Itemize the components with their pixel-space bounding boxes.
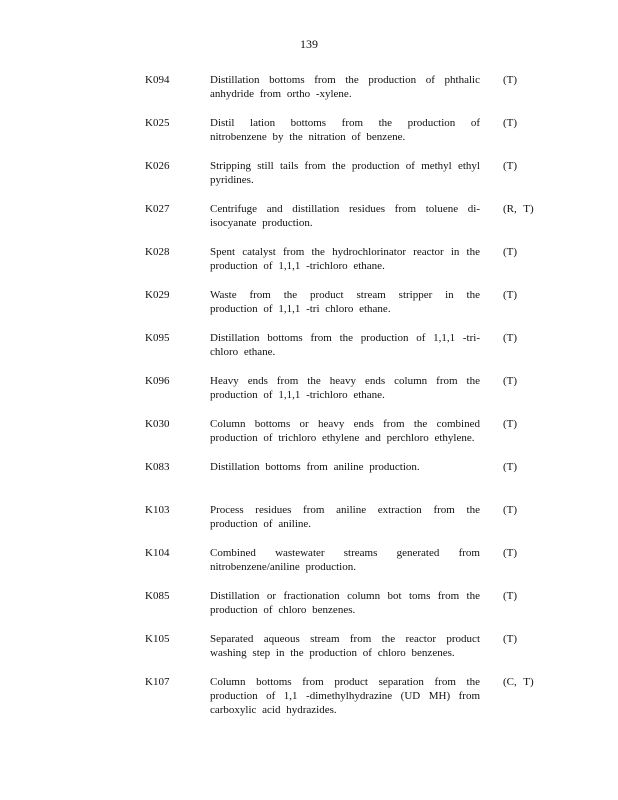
list-item [0,374,618,417]
hazard-code: (T) [503,418,518,430]
list-item [0,589,618,632]
hazard-code: (T) [503,160,518,172]
hazard-code: (T) [503,117,518,129]
waste-code: K030 [145,418,170,430]
waste-description: Distillation bottoms from the production of phthalic anhydride from ortho -xylene. [210,74,480,100]
waste-code: K094 [145,74,170,86]
hazard-code: (T) [503,633,518,645]
waste-code: K025 [145,117,170,129]
waste-description: Process residues from aniline extraction from the production of aniline. [210,504,480,530]
hazard-code: (R, T) [503,203,534,215]
hazard-code: (C, T) [503,676,534,688]
waste-code: K026 [145,160,170,172]
list-item [0,675,618,733]
waste-code: K095 [145,332,170,344]
waste-code: K028 [145,246,170,258]
waste-description: Centrifuge and distillation residues from toluene di- isocyanate production. [210,203,480,229]
waste-code: K104 [145,547,170,559]
list-item [0,73,618,116]
page-number: 139 [300,37,318,51]
waste-description: Distil lation bottoms from the production of nitrobenzene by the nitration of benzene. [210,117,480,143]
list-item [0,460,618,503]
waste-description: Distillation bottoms from aniline production. [210,461,420,473]
waste-code: K103 [145,504,170,516]
waste-description: Stripping still tails from the production of methyl ethyl pyridines. [210,160,480,186]
hazard-code: (T) [503,504,518,516]
list-item [0,202,618,245]
hazard-code: (T) [503,590,518,602]
waste-description: Separated aqueous stream from the reactor product washing step in the production of chloro benzenes. [210,633,480,659]
waste-description: Distillation or fractionation column bot toms from the production of chloro benzenes. [210,590,480,616]
hazard-code: (T) [503,547,518,559]
waste-description: Distillation bottoms from the production of 1,1,1 -tri- chloro ethane. [210,332,480,358]
list-item [0,331,618,374]
waste-code: K085 [145,590,170,602]
waste-code: K105 [145,633,170,645]
list-item [0,116,618,159]
list-item [0,159,618,202]
list-item [0,632,618,675]
waste-list [0,73,618,733]
hazard-code: (T) [503,332,518,344]
waste-code: K096 [145,375,170,387]
hazard-code: (T) [503,289,518,301]
hazard-code: (T) [503,246,518,258]
waste-description: Combined wastewater streams generated from nitrobenzene/aniline production. [210,547,480,573]
waste-code: K107 [145,676,170,688]
waste-code: K027 [145,203,170,215]
waste-description: Column bottoms or heavy ends from the combined production of trichloro ethylene and perchloro ethylene. [210,418,480,444]
list-item [0,546,618,589]
waste-description: Heavy ends from the heavy ends column from the production of 1,1,1 -trichloro ethane. [210,375,480,401]
hazard-code: (T) [503,461,518,473]
list-item [0,288,618,331]
list-item [0,245,618,288]
waste-description: Spent catalyst from the hydrochlorinator reactor in the production of 1,1,1 -trichloro ethane. [210,246,480,272]
waste-description: Waste from the product stream stripper in the production of 1,1,1 -tri chloro ethane. [210,289,480,315]
waste-description: Column bottoms from product separation from the production of 1,1 -dimethylhydrazine (UD MH) from carboxylic acid hydrazides. [210,676,480,716]
list-item [0,503,618,546]
hazard-code: (T) [503,375,518,387]
list-item [0,417,618,460]
waste-code: K083 [145,461,170,473]
waste-code: K029 [145,289,170,301]
hazard-code: (T) [503,74,518,86]
